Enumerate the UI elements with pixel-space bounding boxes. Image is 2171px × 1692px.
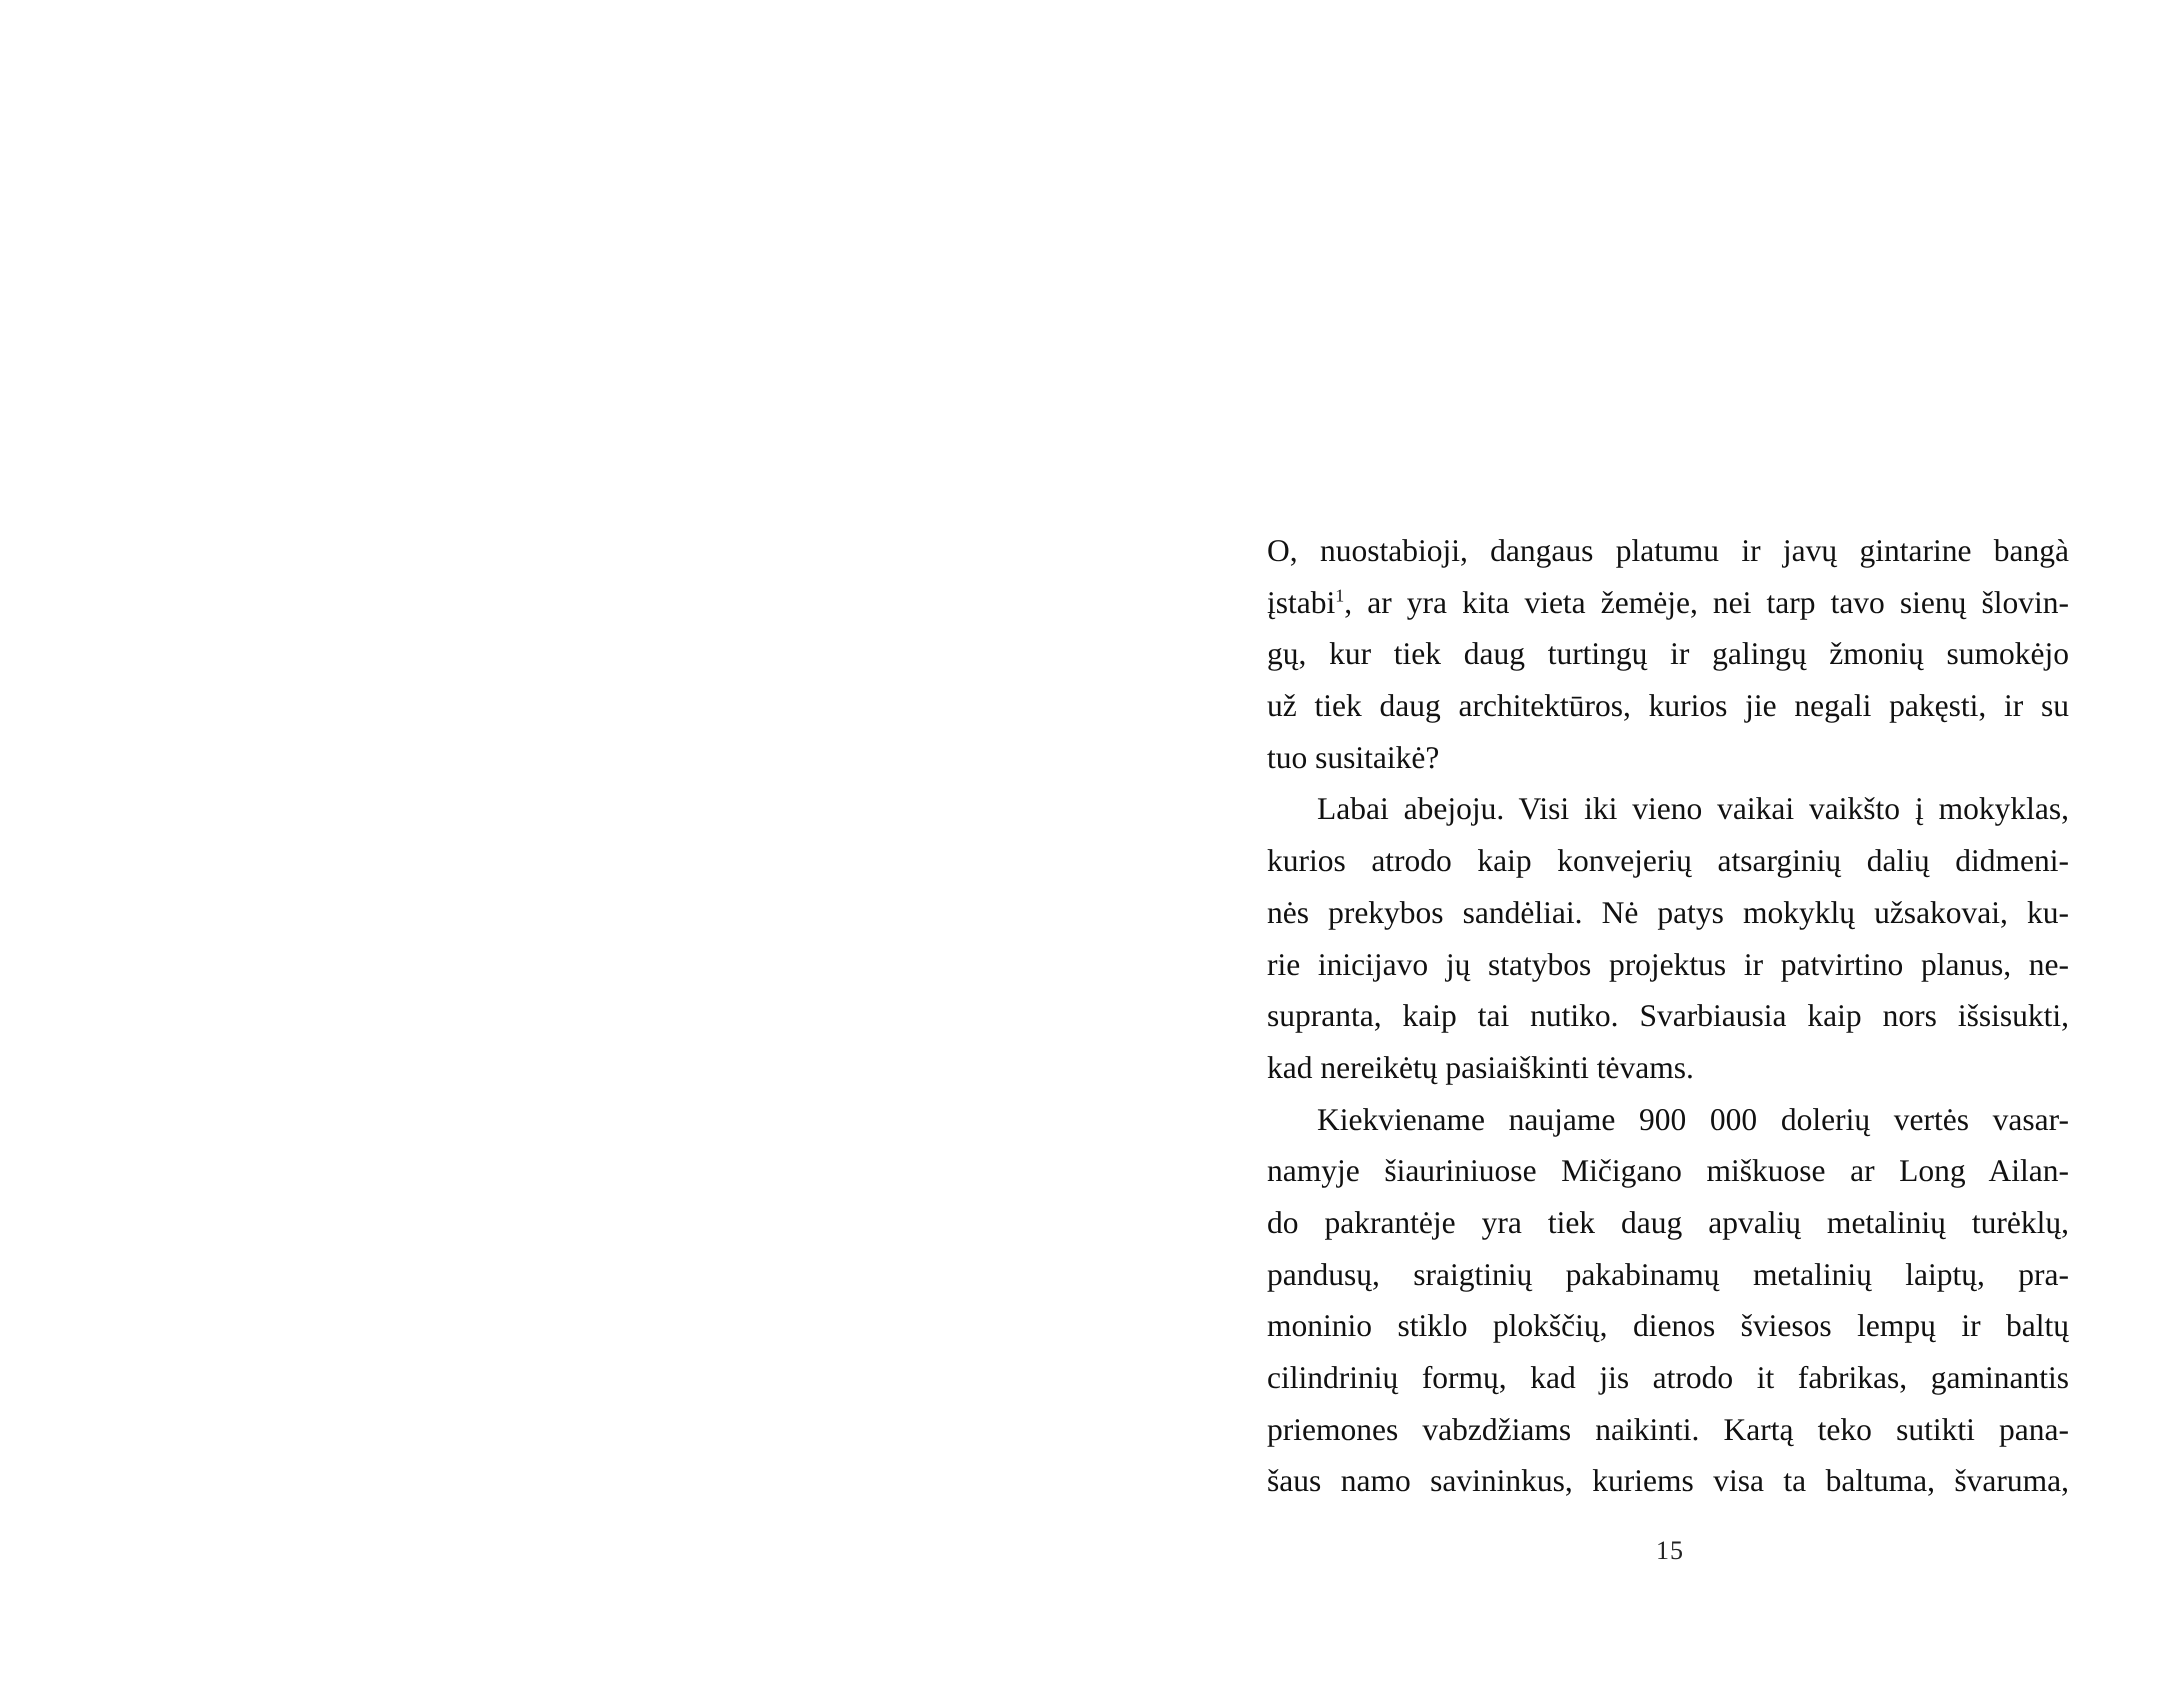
text-line: cilindrinių formų, kad jis atrodo it fabrikas, gaminantis <box>1267 1360 2069 1395</box>
footnote-marker[interactable]: 1 <box>1335 585 1345 606</box>
text-line: kurios atrodo kaip konvejerių atsarginių dalių didmeni- <box>1267 843 2069 879</box>
text-line: tuo susitaikė? <box>1267 739 1440 775</box>
text-line: do pakrantėje yra tiek daug apvalių metalinių turėklų, <box>1267 1204 2069 1240</box>
left-page-blank <box>0 0 1085 1692</box>
text-line: rie inicijavo jų statybos projektus ir patvirtino planus, ne- <box>1267 946 2069 982</box>
paragraph-3 <box>1267 1094 2069 1508</box>
text-line: O, nuostabioji, dangaus platumu ir javų gintarine bangà <box>1267 533 2069 568</box>
text-fragment: , ar yra kita vieta žemėje, nei tarp tavo sienų šlovin- <box>1344 584 2069 620</box>
text-line: priemones vabzdžiams naikinti. Kartą teko sutikti pana- <box>1267 1411 2069 1447</box>
text-line: moninio stiklo plokščių, dienos šviesos lempų ir baltų <box>1267 1308 2069 1344</box>
text-line <box>1267 577 2069 629</box>
text-line: už tiek daug architektūros, kurios jie negali pakęsti, ir su <box>1267 688 2069 724</box>
paragraph-1 <box>1267 525 2069 783</box>
text-line: šaus namo savininkus, kuriems visa ta baltuma, švaruma, <box>1267 1463 2069 1499</box>
text-line: pandusų, sraigtinių pakabinamų metalinių laiptų, pra- <box>1267 1256 2069 1292</box>
page-number: 15 <box>1656 1536 1684 1565</box>
text-line: gų, kur tiek daug turtingų ir galingų žmonių sumokėjo <box>1267 636 2069 672</box>
text-line: Labai abejoju. Visi iki vieno vaikai vaikšto į mokyklas, <box>1317 791 2069 827</box>
text-line: kad nereikėtų pasiaiškinti tėvams. <box>1267 1049 1694 1085</box>
text-line: nės prekybos sandėliai. Nė patys mokyklų užsakovai, ku- <box>1267 894 2069 930</box>
text-line: supranta, kaip tai nutiko. Svarbiausia kaip nors išsisukti, <box>1267 998 2069 1034</box>
text-line: Kiekviename naujame 900 000 dolerių vertės vasar- <box>1317 1101 2069 1137</box>
body-text <box>1267 525 2069 1507</box>
text-fragment: įstabi <box>1267 584 1336 620</box>
paragraph-2 <box>1267 783 2069 1093</box>
text-line: namyje šiauriniuose Mičigano miškuose ar Long Ailan- <box>1267 1153 2069 1189</box>
